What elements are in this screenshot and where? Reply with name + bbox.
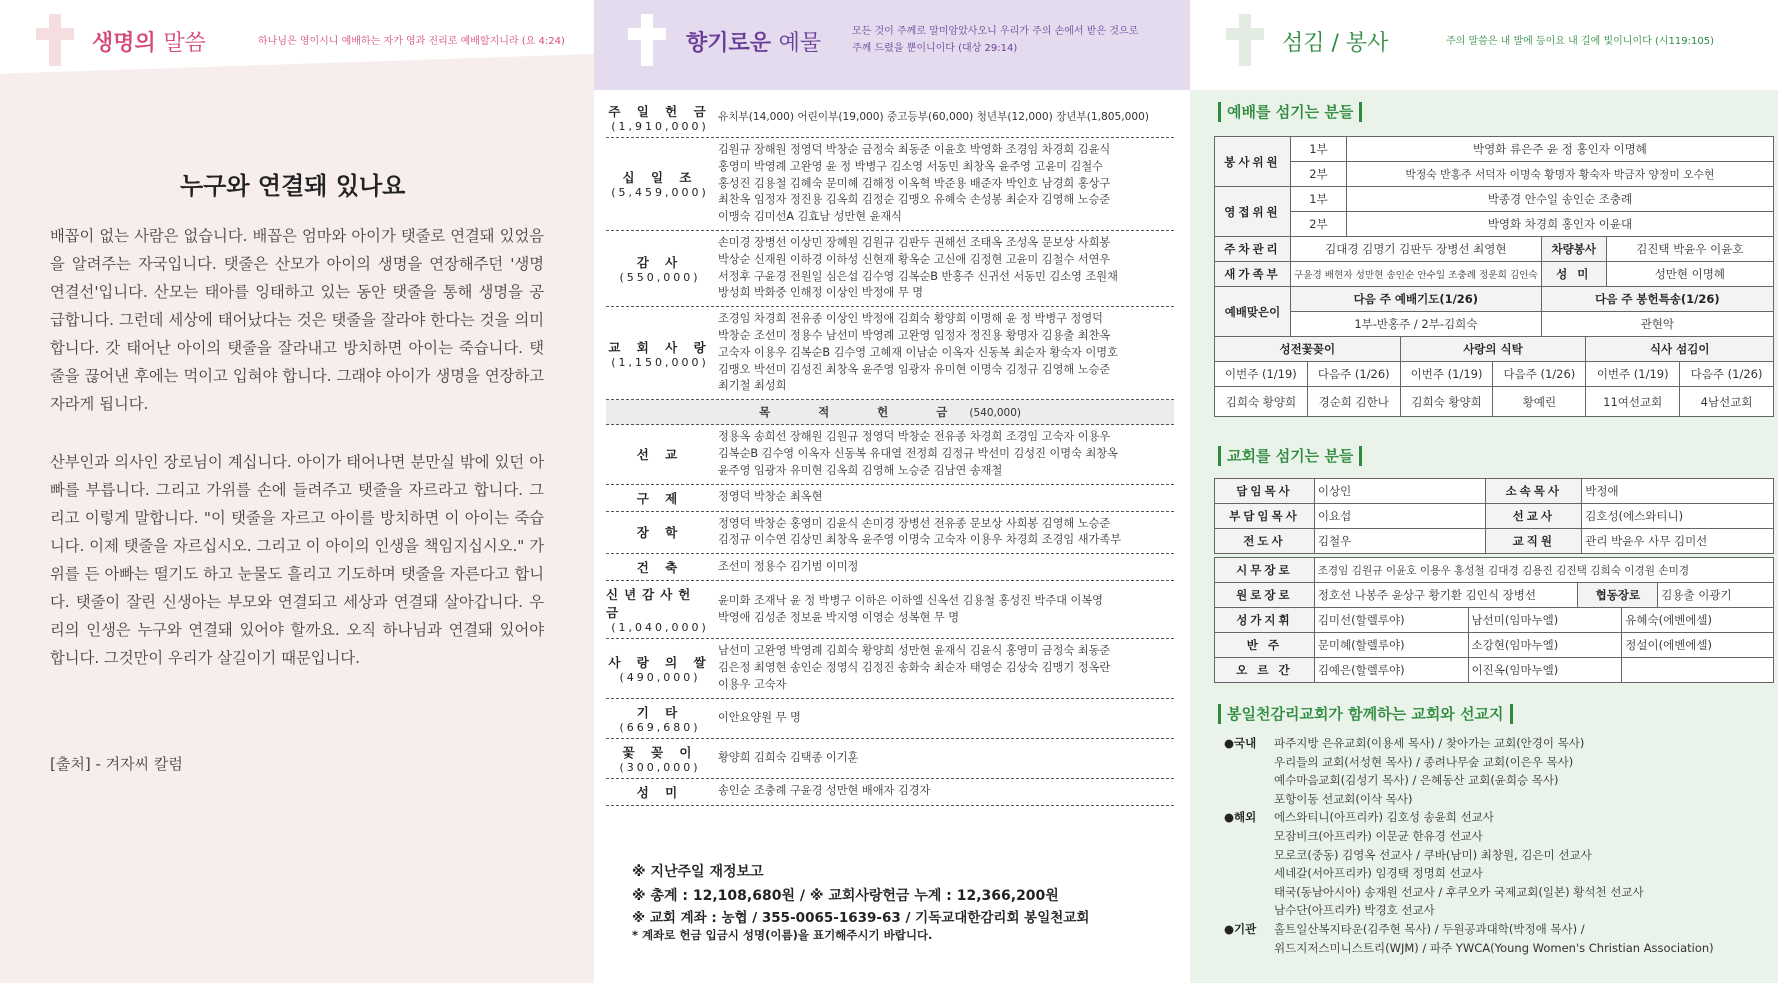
mission-category: ●해외 [1224, 810, 1257, 825]
cell: 박종경 안수일 송인순 조충례 [1346, 187, 1773, 212]
word-verse: 하나님은 영이시니 예배하는 자가 영과 진리로 예배할지니라 (요 4:24) [258, 36, 565, 47]
cell-key: 차량봉사 [1541, 237, 1606, 262]
offering-names: 남선미 고완영 박영례 김희숙 황양희 성만현 윤재식 김윤식 홍영미 금정숙 최동준 김은정 최영현 송인순 정영식 김정진 송화숙 최순자 태영순 김상숙 김맹기 정옥란 이용우 고숙자 [718, 644, 1111, 691]
offering-row [606, 581, 1174, 639]
mission-item [1224, 753, 1764, 772]
cell-key: 새가족부 [1215, 262, 1291, 287]
mission-item [1224, 734, 1764, 753]
choir-table [1214, 607, 1774, 683]
mission-item [1224, 808, 1764, 827]
cell-key: 반 주 [1215, 633, 1315, 658]
offering-type: 주 일 헌 금 [608, 104, 712, 119]
offering-row [606, 485, 1174, 512]
mission-text: 우리들의 교회(서성현 목사) / 종려나무숲 교회(이은우 목사) [1274, 754, 1574, 769]
cell-key: 성 미 [1541, 262, 1606, 287]
offering-row [606, 699, 1174, 739]
offering-type: 신년감사헌금 [606, 587, 697, 621]
cell: 남선미(임마누엘) [1468, 608, 1622, 633]
offering-label [606, 643, 714, 693]
section-missions: 봉일천감리교회가 함께하는 교회와 선교지 [1218, 704, 1513, 724]
mission-category [1224, 883, 1274, 902]
offering-names: 정영덕 박창순 최옥현 [718, 490, 823, 504]
offering-names: 손미경 장병선 이상민 장혜원 김원규 김판두 권해선 조태옥 조성옥 문보상 사희봉 박상순 신재원 이하경 이하성 신현재 황옥순 고신애 김정현 고윤미 김철수 서연우 서정후 구윤경 전원일 심은섭 김수영 김복순B 반홍주 신귀선 서동민 김소영 조원채 방성희 박화중 인해정 이상인 박정애 무 명 [718, 235, 1118, 300]
cell: 김대경 김명기 김판두 장병선 최영현 [1290, 237, 1541, 262]
mission-item [1224, 864, 1764, 883]
cell-key: 사랑의 식탁 [1400, 337, 1586, 362]
cell: 정설이(에벤에셀) [1622, 633, 1774, 658]
offering-names: 조경임 차경희 전유종 이상인 박정애 김희숙 황양희 이명해 윤 정 박병구 정영덕 박창순 조선미 정용수 남선미 박영례 고완영 임정자 정진용 황명자 김용출 최찬옥 고숙자 이용우 김복순B 김수영 고혜재 이남순 이옥자 신동복 최순자 황숙자 이명호 김맹오 박선미 김성진 최창옥 윤주영 임광자 유미현 이명숙 김정규 김영해 노승준 최기철 최성희 [718, 312, 1118, 393]
offering-row [606, 639, 1174, 698]
offering-type: 기 타 [636, 704, 684, 720]
serve-panel [1190, 0, 1778, 983]
offering-list [606, 98, 1174, 806]
section-amount: (540,000) [969, 407, 1022, 420]
offering-amount: (5,459,000) [611, 186, 709, 200]
offering-amount: (669,680) [619, 720, 701, 734]
cell: 다음주 (1/26) [1680, 362, 1774, 387]
cell: 김철우 [1314, 529, 1485, 554]
serve-verse: 주의 말씀은 내 발에 등이요 내 길에 빛이니이다 (시119:105) [1446, 36, 1714, 47]
cell-key: 전도사 [1215, 529, 1315, 554]
offering-label [606, 311, 714, 395]
offering-row [606, 98, 1174, 138]
mission-text: 위드지저스미니스트리(WJM) / 파주 YWCA(Young Women's Christian Association) [1274, 940, 1714, 955]
mission-text: 파주지방 은유교회(이용세 목사) / 찾아가는 교회(안경이 목사) [1274, 736, 1585, 750]
mission-category [1224, 827, 1274, 846]
cell: 이번주 (1/19) [1586, 362, 1680, 387]
cell: 경순희 김한나 [1307, 387, 1400, 417]
cell-key: 소속목사 [1486, 479, 1582, 504]
cell: 정호선 나봉주 윤상구 황기환 김인식 장병선 [1314, 583, 1578, 608]
account-note: * 계좌로 헌금 입금시 성명(이름)을 표기해주시기 바랍니다. [632, 928, 933, 942]
cell: 2부 [1290, 162, 1346, 187]
cell: 1부 [1290, 137, 1346, 162]
cell: 조경임 김원규 이윤호 이용우 홍성철 김대경 김용진 김진택 김희숙 이경원 손미경 [1314, 558, 1773, 583]
cell-key: 봉사위원 [1215, 137, 1291, 187]
cell-key: 성전꽃꽂이 [1215, 337, 1401, 362]
offering-amount: (1,040,000) [611, 621, 709, 635]
mission-category: ●기관 [1224, 921, 1257, 936]
mission-item [1224, 846, 1764, 865]
cell-key: 협동장로 [1578, 583, 1658, 608]
offering-label [606, 102, 714, 133]
offering-label [606, 558, 714, 576]
column-heading: 누구와 연결돼 있나요 [180, 172, 406, 200]
mission-item [1224, 901, 1764, 920]
offering-names: 정영덕 박창순 홍영미 김윤식 손미경 장병선 전유종 문보상 사희봉 김영해 노승준 김정규 이수연 김상민 최창옥 윤주영 이명숙 고숙자 이용우 차경희 조경임 새가족부 [718, 516, 1122, 547]
offering-amount: (1,910,000) [611, 120, 709, 133]
offering-row [606, 231, 1174, 307]
column-paragraph-1: 배꼽이 없는 사람은 없습니다. 배꼽은 엄마와 아이가 탯줄로 연결돼 있었음을 알려주는 자국입니다. 탯줄은 산모가 아이의 생명을 연장해주던 '생명 연결선'입니다. 산모는 태아를 잉태하고 있는 동안 탯줄을 통해 생명을 공급합니다. 그런데 세상에 태어났다는 것은 탯줄을 잘라야 한다는 것을 의미합니다. 갓 태어난 아이의 탯줄을 잘라내고 방치하면 아이는 죽습니다. 탯줄을 끊어낸 후에는 먹이고 입혀야 합니다. 그래야 아이가 생명을 연장하고 자라게 됩니다. [50, 227, 544, 413]
offering-type: 감 사 [636, 255, 684, 271]
mission-text: 남수단(아프리카) 박경호 선교사 [1274, 903, 1435, 918]
cell: 김미선(할렐루야) [1314, 608, 1468, 633]
cell-key: 시무장로 [1215, 558, 1315, 583]
elders-table [1214, 557, 1774, 583]
offering-type: 사 랑 의 쌀 [608, 654, 712, 670]
elders-table-2 [1214, 582, 1774, 608]
cell: 소강현(임마누엘) [1468, 633, 1622, 658]
offering-label [606, 429, 714, 479]
mission-text: 태국(동남아시아) 송재원 선교사 / 후쿠오카 국제교회(일본) 황석천 선교사 [1274, 884, 1644, 899]
mission-category [1224, 846, 1274, 865]
mission-category [1224, 939, 1274, 958]
mission-item [1224, 790, 1764, 809]
mission-item [1224, 920, 1764, 939]
cell: 이번주 (1/19) [1400, 362, 1493, 387]
cell: 다음주 (1/26) [1493, 362, 1586, 387]
cell-key: 선교사 [1486, 504, 1582, 529]
offering-label [606, 516, 714, 550]
mission-item [1224, 883, 1764, 902]
cell: 관현악 [1541, 312, 1773, 337]
offering-names: 김원규 장해원 정영덕 박창순 금정숙 최동준 이윤호 박영화 조경임 차경희 김윤식 홍영미 박영례 고완영 윤 정 박병구 김소영 서동민 최창옥 윤주영 고윤미 김철수 홍성진 김용철 김혜숙 문미혜 김해정 이옥혁 박준용 배준자 박인호 남경희 홍상구 최찬옥 임정자 정진용 김옥희 김정순 김맹오 유혜숙 손성봉 최순자 김영해 노승준 이맹숙 김미선A 김효남 성만현 윤재식 [718, 143, 1111, 224]
offering-type: 구 제 [636, 490, 684, 506]
mission-text: 홀트일산복지타운(김주현 목사) / 두원공과대학(박정애 목사) / [1274, 921, 1585, 936]
offering-amount: (1,150,000) [611, 355, 709, 369]
cell-key: 주차관리 [1215, 237, 1291, 262]
missions-list [1224, 734, 1764, 957]
offering-label [606, 142, 714, 226]
offering-row [606, 779, 1174, 806]
mission-item [1224, 939, 1764, 958]
weekly-duty-table [1214, 336, 1774, 417]
cell: 김진택 박윤우 이윤호 [1606, 237, 1773, 262]
mission-item [1224, 827, 1764, 846]
cell: 이상인 [1314, 479, 1485, 504]
cell: 관리 박윤우 사무 김미선 [1582, 529, 1774, 554]
offering-label [606, 703, 714, 734]
column-paragraph-2: 산부인과 의사인 장로님이 계십니다. 아이가 태어나면 분만실 밖에 있던 아빠를 부릅니다. 그리고 가위를 손에 들려주고 탯줄을 자르라고 합니다. 그리고 이렇게 말합니다. "이 탯줄을 자르고 아이를 방치하면 이 아이는 죽습니다. 이제 탯줄을 자르십시오. 그리고 이 아이의 인생을 책임지십시오." 가위를 든 아빠는 떨기도 하고 눈물도 흘리고 기도하며 탯줄을 자른다고 합니다. 탯줄이 잘린 신생아는 부모와 연결되고 세상과 연결돼 살아갑니다. 우리의 인생은 누구와 연결돼 있어야 할까요. 오직 하나님과 연결돼 있어야 합니다. 그것만이 우리가 살길이기 때문입니다. [50, 453, 544, 667]
cell: 김희숙 황양희 [1215, 387, 1308, 417]
cell-key: 성가지휘 [1215, 608, 1315, 633]
cell: 이번주 (1/19) [1215, 362, 1308, 387]
offering-label [606, 235, 714, 302]
cell: 문미혜(할렐루야) [1314, 633, 1468, 658]
mission-text: 모로코(중동) 김영옥 선교사 / 쿠바(남미) 최창원, 김은미 선교사 [1274, 847, 1592, 862]
cell: 성만현 이명혜 [1606, 262, 1773, 287]
cell: 4남선교회 [1680, 387, 1774, 417]
mission-category [1224, 771, 1274, 790]
mission-category: ●국내 [1224, 736, 1257, 750]
offering-section-heading [606, 400, 1174, 425]
offering-names: 유치부(14,000) 어린이부(19,000) 중고등부(60,000) 청년부(12,000) 장년부(1,805,000) [718, 111, 1149, 124]
mission-item [1224, 771, 1764, 790]
cross-icon [1226, 14, 1264, 66]
cell: 2부 [1290, 212, 1346, 237]
worship-servants-table [1214, 136, 1774, 337]
cell: 김예은(할렐루야) [1314, 658, 1468, 683]
offering-panel [594, 0, 1190, 983]
word-title: 생명의 말씀 [92, 31, 206, 56]
offering-amount: (300,000) [619, 760, 701, 774]
cell: 박정숙 반홍주 서덕자 이명숙 황명자 황숙자 박금자 양정미 오수현 [1346, 162, 1773, 187]
offering-names: 황양희 김희숙 김택종 이기훈 [718, 750, 859, 764]
offering-verse-2: 주께 드렸을 뿐이니이다 (대상 29:14) [852, 43, 1018, 54]
cell: 유혜숙(에벤에셀) [1622, 608, 1774, 633]
cell-key: 오 르 간 [1215, 658, 1315, 683]
cell-key: 영접위원 [1215, 187, 1291, 237]
cell: 11여선교회 [1586, 387, 1680, 417]
section-worship-servants: 예배를 섬기는 분들 [1218, 102, 1362, 122]
offering-type: 십 일 조 [622, 170, 698, 186]
cell: 박정애 [1582, 479, 1774, 504]
cell-key: 부담임목사 [1215, 504, 1315, 529]
offering-label [606, 585, 714, 634]
cell-key: 다음 주 예배기도(1/26) [1290, 287, 1541, 312]
cell: 구윤경 배현자 성만현 송인순 안수일 조충례 정운희 김인숙 [1290, 262, 1541, 287]
column-source: [출처] - 겨자씨 칼럼 [50, 755, 183, 773]
finance-report-title: ※ 지난주일 재정보고 [632, 864, 764, 880]
cell-key: 다음 주 봉헌특송(1/26) [1541, 287, 1773, 312]
cross-icon [628, 14, 666, 66]
mission-text: 에스와티니(아프리카) 김호성 송윤희 선교사 [1274, 810, 1494, 825]
finance-report [632, 860, 1172, 942]
cell-key: 담임목사 [1215, 479, 1315, 504]
offering-type: 건 축 [636, 560, 684, 576]
offering-row [606, 425, 1174, 484]
offering-title: 향기로운 예물 [686, 31, 822, 56]
offering-type: 선 교 [636, 447, 684, 463]
mission-category [1224, 864, 1274, 883]
cell: 박영화 류은주 윤 정 홍인자 이명혜 [1346, 137, 1773, 162]
offering-amount: (550,000) [619, 271, 701, 285]
offering-amount: (490,000) [619, 670, 701, 684]
offering-verse-1: 모든 것이 주께로 말미암았사오니 우리가 주의 손에서 받은 것으로 [852, 26, 1139, 37]
mission-category [1224, 901, 1274, 920]
cell: 이진옥(임마누엘) [1468, 658, 1622, 683]
cell-key: 식사 섬김이 [1586, 337, 1774, 362]
mission-text: 모잠비크(아프리카) 이문균 한유경 선교사 [1274, 828, 1483, 843]
offering-row [606, 739, 1174, 779]
serve-title: 섬김 / 봉사 [1282, 31, 1389, 56]
cell-key: 교직원 [1486, 529, 1582, 554]
offering-names: 이안요양원 무 명 [718, 710, 801, 724]
cell: 김호성(에스와티니) [1582, 504, 1774, 529]
cross-icon [36, 14, 74, 66]
church-account: ※ 교회 계좌 : 농협 / 355-0065-1639-63 / 기독교대한감리회 봉일천교회 [632, 910, 1090, 926]
offering-row [606, 138, 1174, 231]
finance-total: ※ 총계 : 12,108,680원 / ※ 교회사랑헌금 누계 : 12,366,200원 [632, 888, 1059, 904]
mission-category [1224, 790, 1274, 809]
offering-names: 윤미화 조재낙 윤 정 박병구 이하은 이하엘 신옥선 김용철 홍성진 박주대 이복영 박영애 김성준 정보윤 박지영 이영순 성복현 무 명 [718, 593, 1103, 624]
mission-text: 포항이동 선교회(이삭 목사) [1274, 791, 1413, 806]
church-servants-table [1214, 478, 1774, 554]
cell: 1부-반홍주 / 2부-김희숙 [1290, 312, 1541, 337]
mission-category [1224, 753, 1274, 772]
mission-text: 세네갈(서아프리카) 임경택 정명희 선교사 [1274, 866, 1483, 881]
word-panel [0, 0, 594, 983]
offering-type: 성 미 [636, 784, 684, 800]
cell: 다음주 (1/26) [1307, 362, 1400, 387]
offering-row [606, 554, 1174, 581]
cell-key: 원로장로 [1215, 583, 1315, 608]
cell: 김희숙 황양희 [1400, 387, 1493, 417]
section-church-servants: 교회를 섬기는 분들 [1218, 446, 1362, 466]
offering-names: 조선미 정용수 김기범 이미정 [718, 559, 859, 573]
offering-label [606, 489, 714, 507]
mission-text: 예수마음교회(김성기 목사) / 은혜동산 교회(윤희승 목사) [1274, 773, 1559, 788]
offering-type: 장 학 [636, 525, 684, 541]
cell-key: 예배맞은이 [1215, 287, 1291, 337]
cell: 황예린 [1493, 387, 1586, 417]
section-label: 목 적 헌 금 [758, 405, 970, 420]
cell: 박영화 차경희 홍인자 이윤대 [1346, 212, 1773, 237]
offering-label [606, 743, 714, 774]
offering-label [606, 783, 714, 801]
cell: 김용출 이광기 [1658, 583, 1774, 608]
offering-names: 정용옥 송희선 장해원 김원규 정영덕 박창순 전유종 차경희 조경임 고숙자 이용우 김복순B 김수영 이옥자 신동복 유대열 전정희 김정규 박선미 김성진 이명숙 최창옥 윤주영 임광자 유미현 김옥희 김영해 노승준 김남연 송재철 [718, 430, 1118, 477]
cell: 1부 [1290, 187, 1346, 212]
offering-type: 교 회 사 랑 [608, 339, 712, 355]
cell: 이요섭 [1314, 504, 1485, 529]
offering-row [606, 512, 1174, 555]
offering-names: 송인순 조충례 구윤경 성만현 배애자 김경자 [718, 784, 931, 798]
offering-type: 꽃 꽂 이 [622, 744, 698, 760]
offering-row [606, 307, 1174, 400]
cell [1622, 658, 1774, 683]
